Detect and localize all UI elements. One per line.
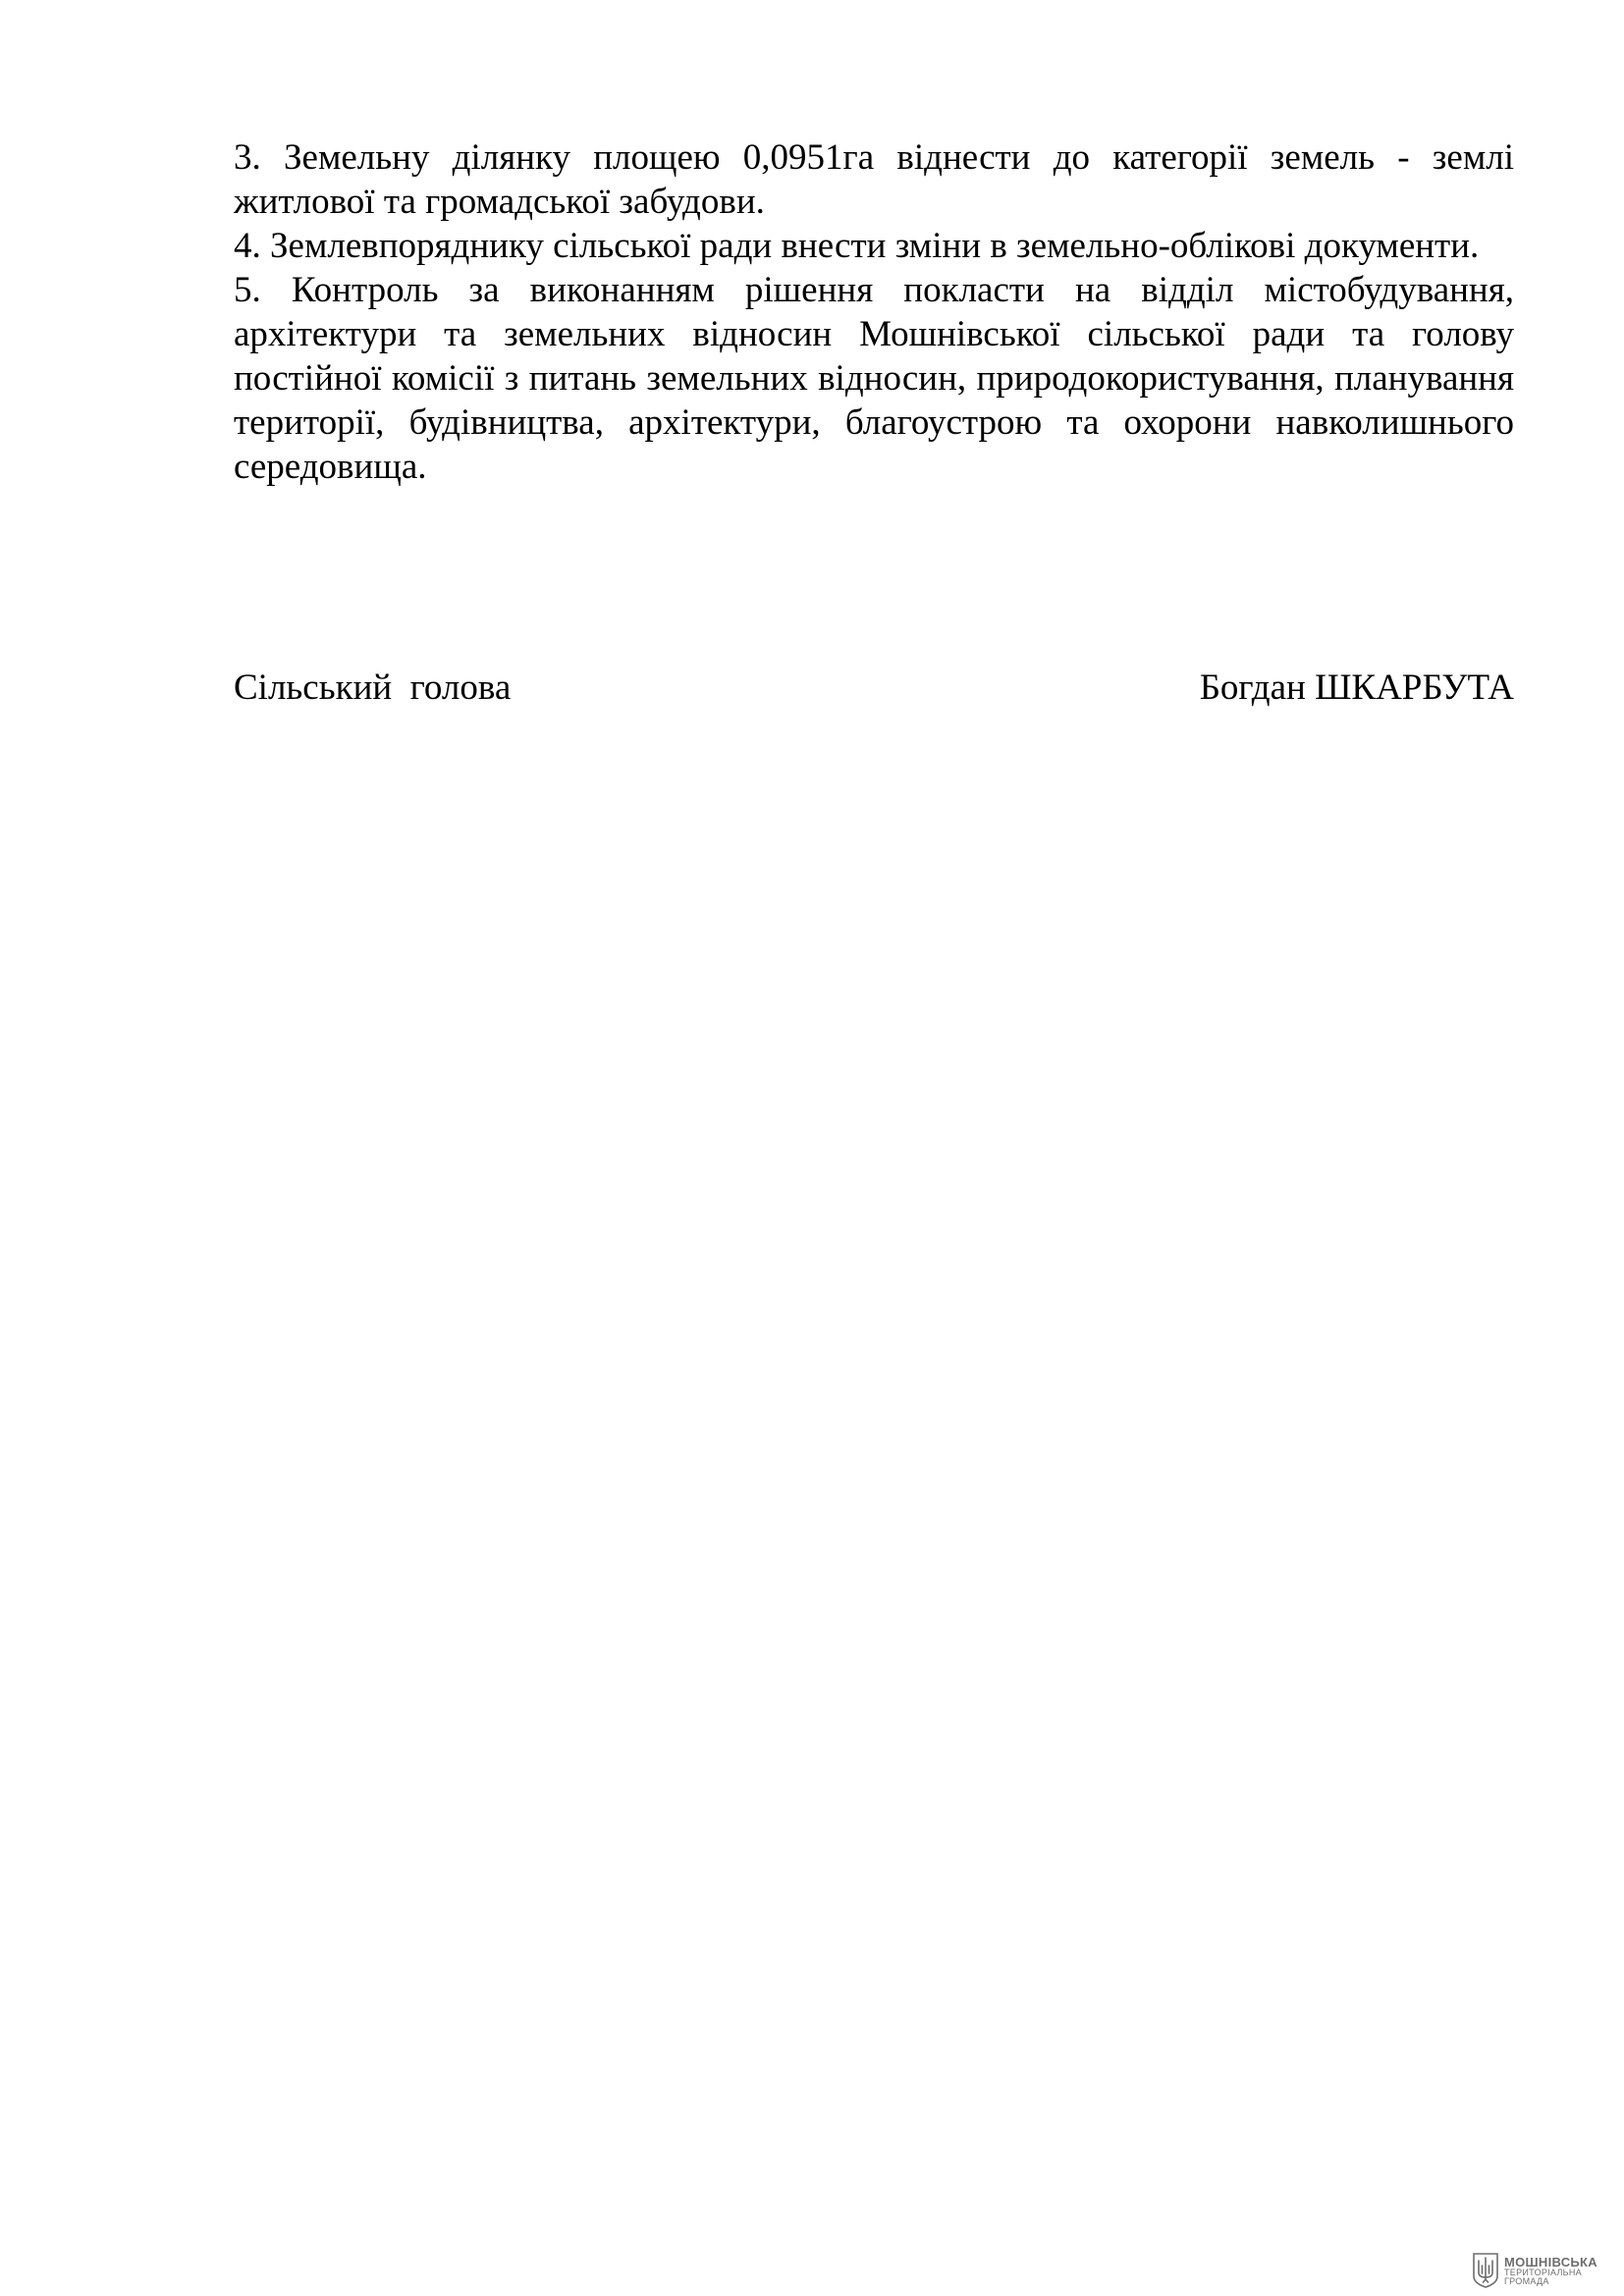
footer-community-type: ТЕРИТОРІАЛЬНА — [1504, 2267, 1582, 2277]
signature-block — [234, 666, 1514, 710]
footer-community-word: ГРОМАДА — [1504, 2275, 1549, 2286]
paragraph-4: 4. Землевпоряднику сільської ради внести зміни в земельно-облікові документи. — [234, 226, 1480, 266]
signatory-position: Сільський голова — [234, 667, 512, 708]
trident-coat-of-arms-icon — [1473, 2253, 1498, 2288]
footer-logo — [1473, 2253, 1597, 2288]
paragraph-3: 3. Земельну ділянку площею 0,0951га віднести до категорії земель - землі житлової та громадської забудови. — [234, 137, 1514, 222]
signatory-name: Богдан ШКАРБУТА — [1199, 667, 1514, 708]
decision-body — [234, 135, 1514, 489]
footer-community-name: МОШНІВСЬКА — [1504, 2254, 1597, 2269]
paragraph-5: 5. Контроль за виконанням рішення покласти на відділ містобудування, архітектури та земельних відносин Мошнівської сільської ради та голову постійної комісії з питань земельних відносин, природокористування, планування території, будівництва, архітектури, благоустрою та охорони навколишнього середовища. — [234, 270, 1514, 487]
footer-logo-text — [1504, 2256, 1597, 2286]
